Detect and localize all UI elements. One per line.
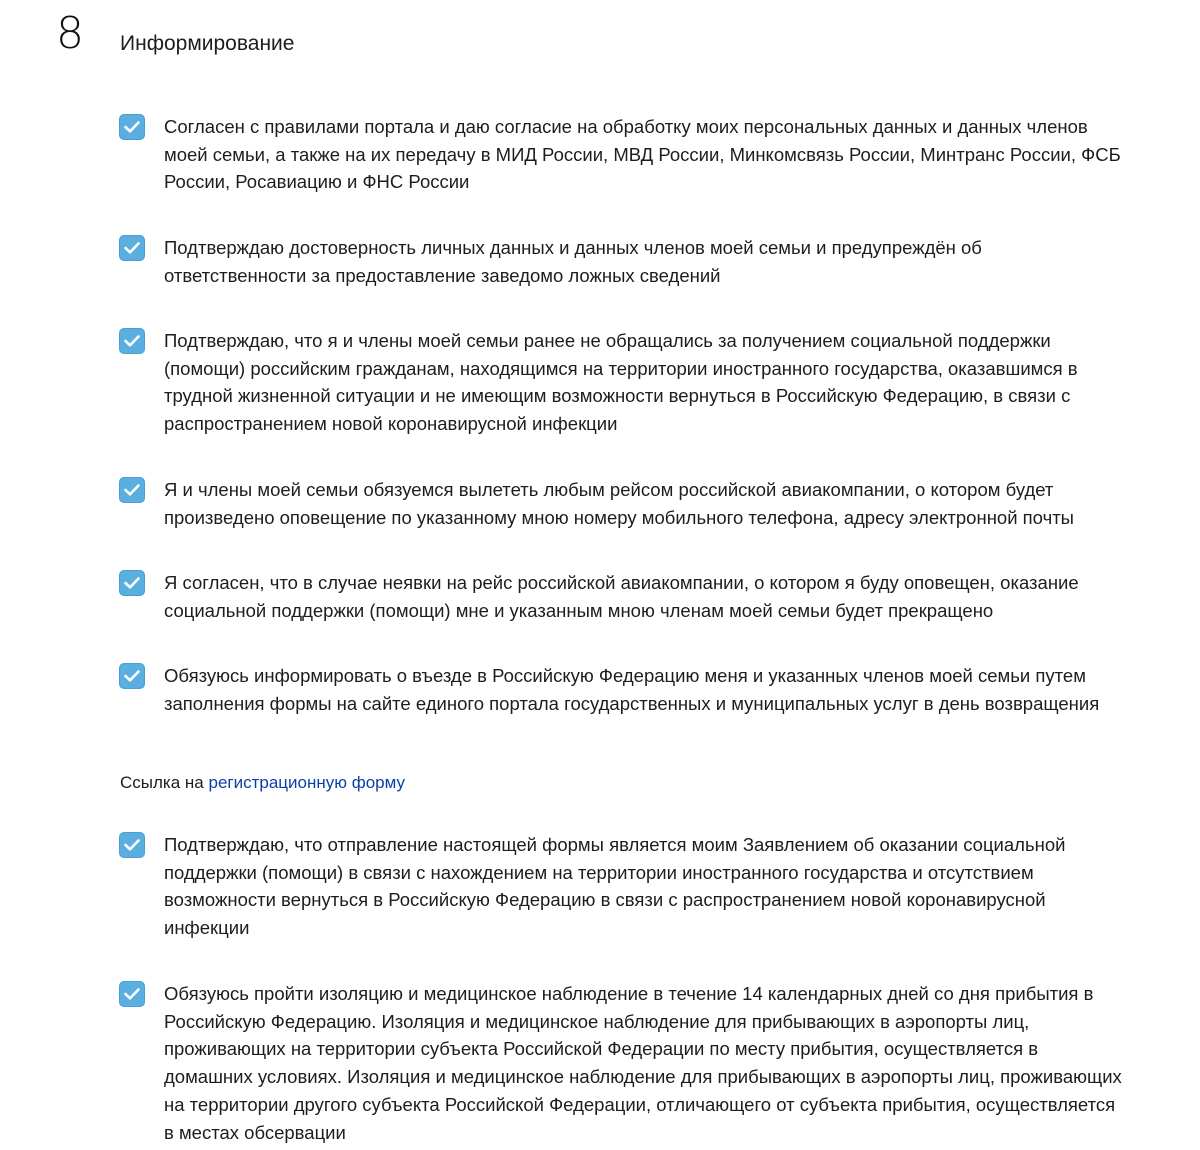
consent-item-no-show-termination — [119, 570, 1129, 626]
consent-checkbox[interactable] — [119, 114, 145, 140]
consent-checkbox[interactable] — [119, 477, 145, 503]
consent-text: Обязуюсь информировать о въезде в Российскую Федерацию меня и указанных членов моей семьи путем заполнения формы на сайте единого портала государственных и муниципальных услуг в день возвращения — [164, 665, 1100, 714]
consent-item-data-accuracy — [119, 235, 1129, 291]
section-title: Информирование — [120, 32, 295, 55]
consent-item-personal-data — [119, 114, 1129, 198]
checkmark-icon — [124, 335, 140, 347]
consent-item-flight-commitment — [119, 477, 1129, 533]
consent-text: Я согласен, что в случае неявки на рейс российской авиакомпании, о котором я буду оповещен, оказание социальной поддержки (помощи) мне и указанным мною членам моей семьи будет прекращено — [164, 572, 1079, 621]
registration-link-row — [120, 771, 405, 795]
consent-item-entry-notification — [119, 663, 1129, 747]
checkmark-icon — [124, 242, 140, 254]
checkmark-icon — [124, 670, 140, 682]
consent-checkbox[interactable] — [119, 235, 145, 261]
checkmark-icon — [124, 121, 140, 133]
checkmark-icon — [124, 484, 140, 496]
consent-item-application-statement — [119, 832, 1129, 944]
checkmark-icon — [124, 577, 140, 589]
registration-form-link[interactable]: регистрационную форму — [208, 773, 405, 792]
consent-checkbox[interactable] — [119, 663, 145, 689]
consent-text: Обязуюсь пройти изоляцию и медицинское наблюдение в течение 14 календарных дней со дня прибытия в Российскую Федерацию. Изоляция и медицинское наблюдение для прибывающих в аэропорты лиц, проживающих на территории субъекта Российской Федерации по месту прибытия, осуществляется в домашних условиях. Изоляция и медицинское наблюдение для прибывающих в аэропорты лиц, проживающих на территории другого субъекта Российской Федерации, отличающего от субъекта прибытия, осуществляется в местах обсервации — [164, 983, 1122, 1143]
consent-item-no-prior-support — [119, 328, 1129, 440]
section-header — [56, 8, 656, 62]
consent-text: Подтверждаю, что я и члены моей семьи ранее не обращались за получением социальной поддержки (помощи) российским гражданам, находящимся на территории иностранного государства, оказавшимся в трудной жизненной ситуации и не имеющим возможности вернуться в Российскую Федерацию, в связи с распространением новой коронавирусной инфекции — [164, 330, 1078, 435]
consent-text: Подтверждаю, что отправление настоящей формы является моим Заявлением об оказании социальной поддержки (помощи) в связи с нахождением на территории иностранного государства и отсутствием возможности вернуться в Российскую Федерацию в связи с распространением новой коронавирусной инфекции — [164, 834, 1066, 939]
registration-link-prefix: Ссылка на — [120, 773, 209, 792]
step-number: 8 — [56, 8, 84, 59]
checkmark-icon — [124, 988, 140, 1000]
consent-checkbox[interactable] — [119, 832, 145, 858]
consent-checkbox[interactable] — [119, 981, 145, 1007]
consent-text: Подтверждаю достоверность личных данных и данных членов моей семьи и предупреждён об ответственности за предоставление заведомо ложных сведений — [164, 237, 982, 286]
consent-checkbox[interactable] — [119, 570, 145, 596]
consent-checkbox[interactable] — [119, 328, 145, 354]
consent-text: Согласен с правилами портала и даю согласие на обработку моих персональных данных и данных членов моей семьи, а также на их передачу в МИД России, МВД России, Минкомсвязь России, Минтранс России, ФСБ России, Росавиацию и ФНС России — [164, 116, 1121, 193]
consent-item-isolation — [119, 981, 1129, 1149]
checkmark-icon — [124, 839, 140, 851]
consent-text: Я и члены моей семьи обязуемся вылететь любым рейсом российской авиакомпании, о котором будет произведено оповещение по указанному мною номеру мобильного телефона, адресу электронной почты — [164, 479, 1074, 528]
